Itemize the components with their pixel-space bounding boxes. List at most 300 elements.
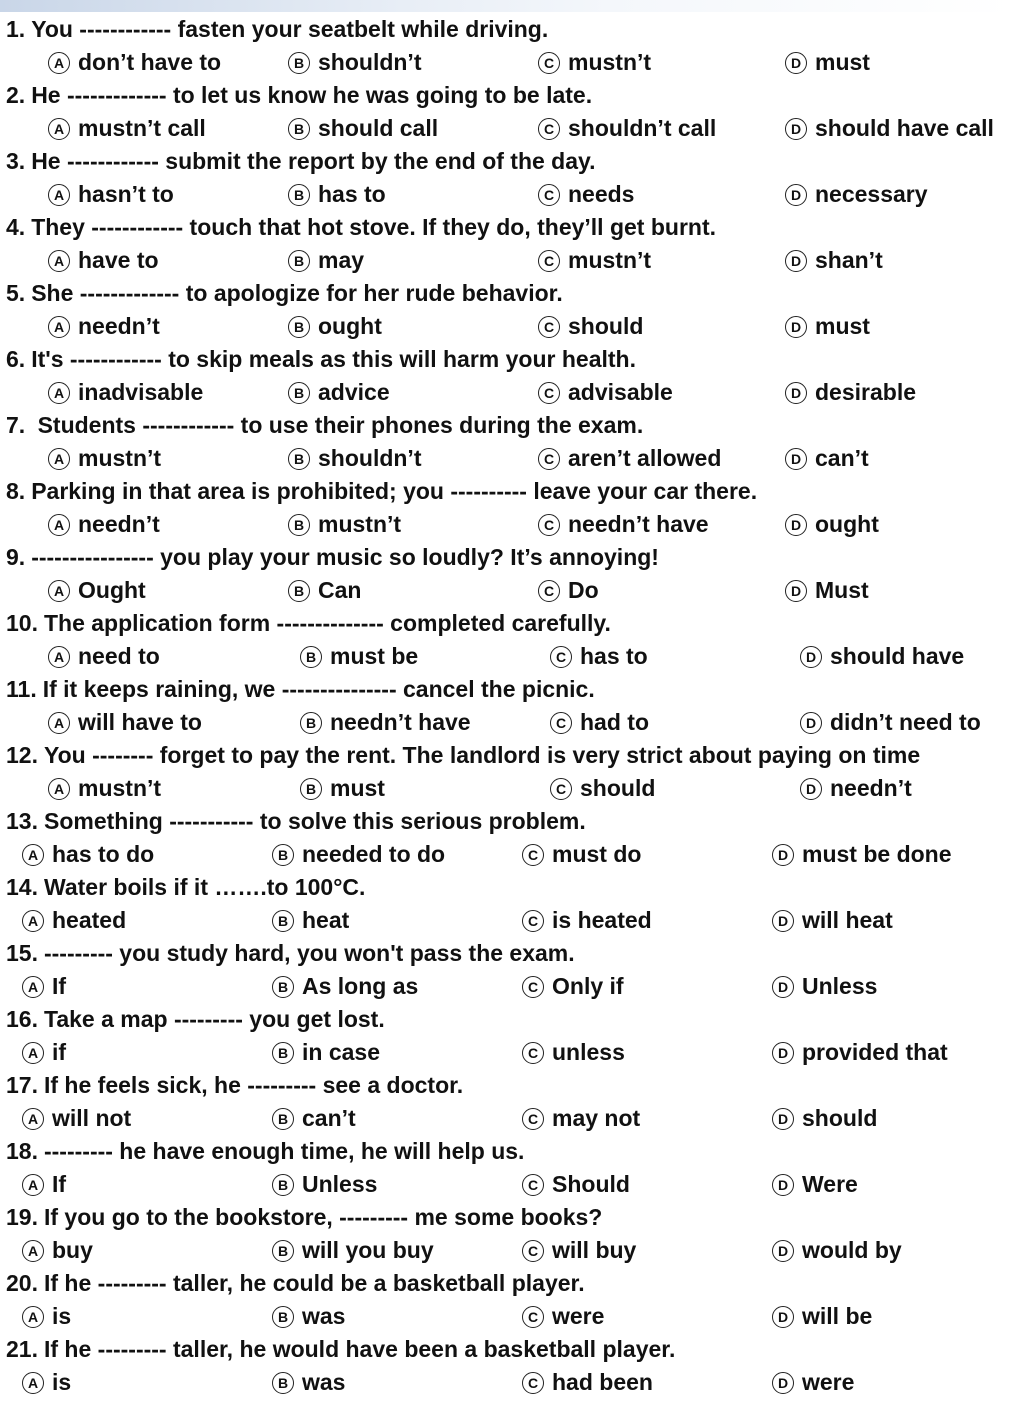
option-c[interactable]: [522, 838, 641, 871]
option-b[interactable]: [288, 442, 421, 475]
option-letter-badge: D: [785, 52, 807, 74]
options-row: [0, 838, 1013, 871]
option-a[interactable]: [48, 574, 146, 607]
option-b[interactable]: [272, 1234, 434, 1267]
option-letter-badge: C: [550, 778, 572, 800]
question-sentence: He ------------ submit the report by the end of the day.: [31, 148, 596, 174]
options-row: [0, 772, 1013, 805]
option-text: if: [52, 1039, 67, 1065]
option-letter-badge: B: [272, 1306, 294, 1328]
question-number: 4.: [6, 214, 26, 240]
options-row: [0, 1102, 1013, 1135]
option-c[interactable]: [550, 640, 648, 673]
option-text: shouldn’t call: [568, 115, 717, 141]
question-number: 11.: [6, 676, 37, 702]
option-c[interactable]: [538, 178, 634, 211]
option-d[interactable]: [772, 1234, 902, 1267]
question-text: [0, 1135, 1013, 1168]
option-c[interactable]: [538, 244, 651, 277]
option-letter-badge: A: [48, 316, 70, 338]
question-sentence: Parking in that area is prohibited; you ---------- leave your car there.: [31, 478, 758, 504]
option-b[interactable]: [288, 508, 401, 541]
question-item: [0, 475, 1013, 541]
question-item: [0, 805, 1013, 871]
option-text: inadvisable: [78, 379, 204, 405]
option-c[interactable]: [522, 1168, 630, 1201]
option-b[interactable]: [288, 46, 421, 79]
option-letter-badge: A: [48, 118, 70, 140]
question-text: [0, 937, 1013, 970]
option-text: need to: [78, 643, 160, 669]
option-text: must: [815, 49, 870, 75]
option-a[interactable]: [48, 244, 159, 277]
question-text: [0, 1267, 1013, 1300]
option-letter-badge: C: [538, 448, 560, 470]
option-d[interactable]: [785, 574, 869, 607]
option-a[interactable]: [22, 1366, 71, 1399]
option-text: will buy: [552, 1237, 637, 1263]
question-sentence: If he --------- taller, he could be a basketball player.: [43, 1270, 585, 1296]
option-letter-badge: D: [772, 1372, 794, 1394]
option-c[interactable]: [522, 1102, 640, 1135]
option-text: buy: [52, 1237, 93, 1263]
question-item: [0, 409, 1013, 475]
option-b[interactable]: [272, 838, 445, 871]
option-d[interactable]: [785, 508, 879, 541]
question-sentence: Students ------------ to use their phones during the exam.: [31, 412, 644, 438]
option-letter-badge: A: [48, 382, 70, 404]
option-b[interactable]: [288, 244, 364, 277]
option-d[interactable]: [772, 838, 952, 871]
option-letter-badge: C: [538, 184, 560, 206]
option-text: heat: [302, 907, 350, 933]
option-text: hasn’t to: [78, 181, 174, 207]
question-sentence: --------- he have enough time, he will help us.: [43, 1138, 525, 1164]
option-c[interactable]: [538, 442, 721, 475]
option-text: aren’t allowed: [568, 445, 722, 471]
option-d[interactable]: [772, 1036, 948, 1069]
option-text: may: [318, 247, 365, 273]
option-d[interactable]: [785, 442, 869, 475]
option-text: must do: [552, 841, 642, 867]
option-a[interactable]: [48, 46, 221, 79]
question-sentence: Take a map --------- you get lost.: [43, 1006, 385, 1032]
option-letter-badge: C: [522, 1174, 544, 1196]
question-sentence: The application form -------------- completed carefully.: [43, 610, 611, 636]
option-text: have to: [78, 247, 159, 273]
option-text: must be done: [802, 841, 952, 867]
option-text: Ought: [78, 577, 146, 603]
option-b[interactable]: [272, 1300, 345, 1333]
question-number: 6.: [6, 346, 26, 372]
option-letter-badge: A: [48, 646, 70, 668]
option-text: will have to: [78, 709, 202, 735]
question-sentence: Something ----------- to solve this serious problem.: [43, 808, 586, 834]
option-letter-badge: D: [785, 184, 807, 206]
option-d[interactable]: [772, 970, 877, 1003]
option-text: didn’t need to: [830, 709, 981, 735]
option-a[interactable]: [22, 838, 154, 871]
question-number: 10.: [6, 610, 38, 636]
option-c[interactable]: [538, 508, 709, 541]
option-c[interactable]: [522, 1036, 625, 1069]
option-letter-badge: D: [772, 1306, 794, 1328]
question-item: [0, 13, 1013, 79]
option-d[interactable]: [785, 244, 883, 277]
option-letter-badge: B: [288, 580, 310, 602]
option-letter-badge: C: [522, 1042, 544, 1064]
question-text: [0, 1201, 1013, 1234]
question-text: [0, 1333, 1013, 1366]
question-item: [0, 1201, 1013, 1267]
option-text: advice: [318, 379, 390, 405]
option-text: should: [802, 1105, 878, 1131]
option-a[interactable]: [48, 640, 160, 673]
option-letter-badge: C: [522, 1108, 544, 1130]
option-a[interactable]: [22, 1036, 66, 1069]
option-text: will heat: [802, 907, 893, 933]
option-text: mustn’t: [78, 775, 162, 801]
option-letter-badge: D: [800, 778, 822, 800]
question-item: [0, 343, 1013, 409]
option-a[interactable]: [48, 112, 206, 145]
option-letter-badge: B: [272, 844, 294, 866]
question-sentence: --------- you study hard, you won't pass the exam.: [43, 940, 575, 966]
options-row: [0, 244, 1013, 277]
option-letter-badge: C: [538, 514, 560, 536]
option-a[interactable]: [48, 706, 202, 739]
option-letter-badge: D: [772, 844, 794, 866]
option-b[interactable]: [288, 112, 438, 145]
option-d[interactable]: [785, 178, 928, 211]
option-text: were: [802, 1369, 855, 1395]
option-a[interactable]: [48, 508, 160, 541]
option-text: were: [552, 1303, 605, 1329]
question-text: [0, 475, 1013, 508]
option-letter-badge: B: [288, 514, 310, 536]
option-letter-badge: A: [22, 1174, 44, 1196]
option-b[interactable]: [272, 1102, 356, 1135]
option-letter-badge: A: [48, 778, 70, 800]
option-letter-badge: D: [772, 1042, 794, 1064]
option-text: will not: [52, 1105, 132, 1131]
question-sentence: If it keeps raining, we --------------- cancel the picnic.: [42, 676, 595, 702]
option-letter-badge: A: [48, 52, 70, 74]
options-row: [0, 1300, 1013, 1333]
option-d[interactable]: [772, 1366, 854, 1399]
options-row: [0, 904, 1013, 937]
option-letter-badge: A: [22, 844, 44, 866]
option-d[interactable]: [772, 1300, 872, 1333]
question-number: 14.: [6, 874, 38, 900]
option-letter-badge: A: [22, 1108, 44, 1130]
options-row: [0, 508, 1013, 541]
option-c[interactable]: [550, 772, 655, 805]
option-letter-badge: B: [272, 976, 294, 998]
option-letter-badge: D: [772, 976, 794, 998]
question-number: 19.: [6, 1204, 38, 1230]
option-text: Only if: [552, 973, 624, 999]
question-item: [0, 1003, 1013, 1069]
option-text: has to do: [52, 841, 155, 867]
option-letter-badge: D: [785, 250, 807, 272]
option-text: should: [568, 313, 644, 339]
option-d[interactable]: [785, 46, 870, 79]
options-row: [0, 46, 1013, 79]
option-text: As long as: [302, 973, 419, 999]
option-a[interactable]: [48, 178, 174, 211]
option-text: shouldn’t: [318, 49, 422, 75]
option-a[interactable]: [48, 772, 161, 805]
option-d[interactable]: [772, 1168, 858, 1201]
option-d[interactable]: [800, 706, 981, 739]
option-text: advisable: [568, 379, 673, 405]
option-letter-badge: B: [288, 250, 310, 272]
question-item: [0, 211, 1013, 277]
option-letter-badge: D: [772, 1108, 794, 1130]
question-item: [0, 1069, 1013, 1135]
question-item: [0, 937, 1013, 1003]
option-letter-badge: C: [538, 250, 560, 272]
option-c[interactable]: [522, 970, 624, 1003]
option-letter-badge: B: [288, 448, 310, 470]
option-b[interactable]: [272, 970, 418, 1003]
option-text: was: [302, 1303, 346, 1329]
option-text: needs: [568, 181, 635, 207]
option-d[interactable]: [785, 112, 994, 145]
question-number: 18.: [6, 1138, 38, 1164]
option-letter-badge: B: [272, 1042, 294, 1064]
option-text: should: [580, 775, 656, 801]
question-number: 12.: [6, 742, 38, 768]
option-b[interactable]: [288, 178, 386, 211]
option-letter-badge: B: [272, 1174, 294, 1196]
question-item: [0, 871, 1013, 937]
question-text: [0, 145, 1013, 178]
options-row: [0, 640, 1013, 673]
option-letter-badge: A: [22, 910, 44, 932]
option-b[interactable]: [272, 1366, 345, 1399]
option-c[interactable]: [538, 310, 643, 343]
option-a[interactable]: [22, 1234, 93, 1267]
option-d[interactable]: [772, 904, 893, 937]
option-text: should have call: [815, 115, 994, 141]
option-a[interactable]: [22, 904, 126, 937]
options-row: [0, 442, 1013, 475]
option-text: mustn’t: [78, 445, 162, 471]
option-text: needn’t: [830, 775, 912, 801]
question-text: [0, 1069, 1013, 1102]
option-letter-badge: B: [300, 712, 322, 734]
question-item: [0, 673, 1013, 739]
option-b[interactable]: [300, 640, 418, 673]
option-letter-badge: A: [22, 1372, 44, 1394]
question-text: [0, 805, 1013, 838]
option-letter-badge: A: [48, 448, 70, 470]
option-d[interactable]: [800, 640, 964, 673]
option-letter-badge: D: [785, 580, 807, 602]
option-text: needn’t: [78, 313, 160, 339]
option-b[interactable]: [288, 310, 382, 343]
option-text: Unless: [302, 1171, 378, 1197]
question-number: 17.: [6, 1072, 38, 1098]
question-sentence: They ------------ touch that hot stove. If they do, they’ll get burnt.: [31, 214, 716, 240]
option-text: in case: [302, 1039, 380, 1065]
options-row: [0, 112, 1013, 145]
option-b[interactable]: [288, 376, 390, 409]
option-letter-badge: C: [522, 976, 544, 998]
option-letter-badge: A: [48, 184, 70, 206]
question-text: [0, 343, 1013, 376]
option-text: Do: [568, 577, 599, 603]
option-c[interactable]: [522, 1300, 604, 1333]
options-row: [0, 178, 1013, 211]
option-letter-badge: B: [272, 1240, 294, 1262]
option-d[interactable]: [785, 310, 870, 343]
options-row: [0, 1366, 1013, 1399]
option-letter-badge: B: [300, 646, 322, 668]
option-text: must: [330, 775, 385, 801]
option-text: may not: [552, 1105, 641, 1131]
question-number: 16.: [6, 1006, 38, 1032]
option-c[interactable]: [522, 1234, 636, 1267]
option-letter-badge: C: [550, 712, 572, 734]
options-row: [0, 574, 1013, 607]
option-text: needn’t have: [330, 709, 471, 735]
option-letter-badge: B: [288, 184, 310, 206]
question-item: [0, 1267, 1013, 1333]
option-text: should have: [830, 643, 965, 669]
option-c[interactable]: [522, 904, 652, 937]
option-a[interactable]: [48, 310, 160, 343]
option-c[interactable]: [522, 1366, 653, 1399]
option-letter-badge: D: [800, 646, 822, 668]
option-text: Should: [552, 1171, 630, 1197]
option-text: Must: [815, 577, 869, 603]
option-text: was: [302, 1369, 346, 1395]
option-text: mustn’t: [568, 49, 652, 75]
option-text: shouldn’t: [318, 445, 422, 471]
option-b[interactable]: [272, 1168, 377, 1201]
option-letter-badge: D: [800, 712, 822, 734]
option-text: unless: [552, 1039, 625, 1065]
option-a[interactable]: [22, 970, 66, 1003]
option-text: ought: [815, 511, 879, 537]
question-text: [0, 13, 1013, 46]
option-c[interactable]: [538, 574, 599, 607]
option-letter-badge: A: [22, 1042, 44, 1064]
option-letter-badge: A: [48, 250, 70, 272]
option-text: If: [52, 973, 67, 999]
exercise-sheet: [0, 13, 1013, 1399]
question-item: [0, 277, 1013, 343]
question-sentence: If he --------- taller, he would have been a basketball player.: [43, 1336, 676, 1362]
option-letter-badge: A: [22, 1240, 44, 1262]
option-text: heated: [52, 907, 127, 933]
option-letter-badge: D: [785, 514, 807, 536]
option-text: should call: [318, 115, 439, 141]
option-a[interactable]: [22, 1168, 66, 1201]
option-a[interactable]: [22, 1102, 131, 1135]
option-text: needn’t: [78, 511, 160, 537]
question-number: 7.: [6, 412, 26, 438]
option-text: don’t have to: [78, 49, 222, 75]
question-number: 8.: [6, 478, 26, 504]
option-letter-badge: B: [288, 382, 310, 404]
option-letter-badge: D: [785, 316, 807, 338]
option-letter-badge: A: [48, 514, 70, 536]
option-c[interactable]: [538, 46, 651, 79]
option-letter-badge: D: [785, 448, 807, 470]
question-item: [0, 1333, 1013, 1399]
option-b[interactable]: [272, 904, 349, 937]
question-sentence: He ------------- to let us know he was going to be late.: [31, 82, 593, 108]
option-letter-badge: B: [272, 1108, 294, 1130]
option-letter-badge: A: [48, 712, 70, 734]
question-number: 3.: [6, 148, 26, 174]
option-b[interactable]: [300, 706, 471, 739]
option-letter-badge: C: [538, 382, 560, 404]
option-a[interactable]: [48, 442, 161, 475]
question-number: 21.: [6, 1336, 38, 1362]
option-text: can’t: [815, 445, 869, 471]
option-d[interactable]: [772, 1102, 877, 1135]
option-text: has to: [318, 181, 386, 207]
question-text: [0, 871, 1013, 904]
question-number: 15.: [6, 940, 38, 966]
option-text: mustn’t call: [78, 115, 206, 141]
options-row: [0, 1168, 1013, 1201]
option-text: needed to do: [302, 841, 446, 867]
options-row: [0, 376, 1013, 409]
option-b[interactable]: [300, 772, 385, 805]
question-number: 2.: [6, 82, 26, 108]
question-sentence: If he feels sick, he --------- see a doctor.: [43, 1072, 464, 1098]
option-c[interactable]: [538, 112, 716, 145]
option-d[interactable]: [785, 376, 916, 409]
option-letter-badge: D: [785, 118, 807, 140]
option-letter-badge: B: [272, 910, 294, 932]
option-c[interactable]: [550, 706, 649, 739]
option-text: needn’t have: [568, 511, 709, 537]
option-letter-badge: B: [288, 52, 310, 74]
option-letter-badge: C: [538, 118, 560, 140]
option-text: will be: [802, 1303, 873, 1329]
question-sentence: She ------------- to apologize for her rude behavior.: [31, 280, 563, 306]
option-a[interactable]: [22, 1300, 71, 1333]
question-item: [0, 145, 1013, 211]
option-letter-badge: B: [288, 118, 310, 140]
option-d[interactable]: [800, 772, 912, 805]
option-a[interactable]: [48, 376, 203, 409]
question-text: [0, 739, 1013, 772]
option-text: has to: [580, 643, 648, 669]
option-letter-badge: A: [48, 580, 70, 602]
option-text: can’t: [302, 1105, 356, 1131]
option-letter-badge: B: [300, 778, 322, 800]
question-text: [0, 673, 1013, 706]
question-sentence: ---------------- you play your music so loudly? It’s annoying!: [31, 544, 659, 570]
question-number: 13.: [6, 808, 38, 834]
option-text: will you buy: [302, 1237, 434, 1263]
option-b[interactable]: [272, 1036, 380, 1069]
option-text: had been: [552, 1369, 653, 1395]
option-b[interactable]: [288, 574, 361, 607]
option-c[interactable]: [538, 376, 673, 409]
option-text: mustn’t: [318, 511, 402, 537]
option-text: necessary: [815, 181, 928, 207]
option-letter-badge: A: [22, 1306, 44, 1328]
